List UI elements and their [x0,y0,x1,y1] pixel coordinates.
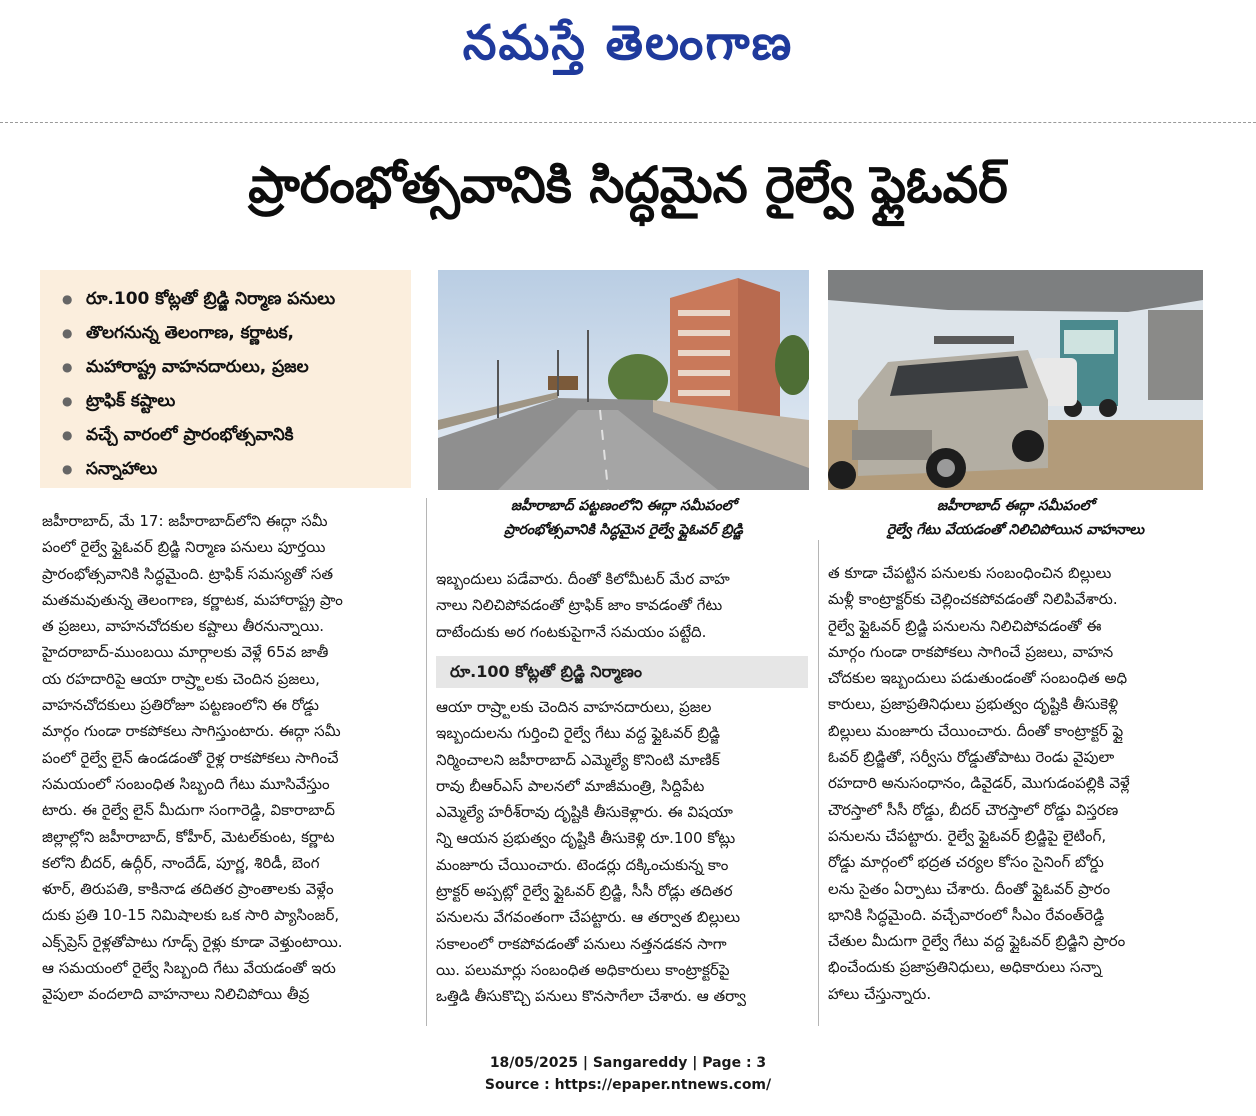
article-line: నిర్మించాలని జహీరాబాద్ ఎమ్మెల్యే కొనింటి మాణిక్ [436,750,720,769]
article-column-2-bottom [436,694,808,1010]
article-line: ఆ సమయంలో రైల్వే సిబ్బంది గేటు వేయడంతో ఇరు [42,959,336,978]
article-line: చోదకుల ఇబ్బందులు పడుతుండంతో సంబంధిత అధి [828,669,1128,688]
article-line: హైదరాబాద్-ముంబయి మార్గాలకు వెళ్లే 65వ జాతీ [42,643,329,662]
article-line: కలోని బీదర్, ఉద్గీర్, నాందేడ్, పూర్ణ, శిరిడీ, బెంగ [42,853,320,872]
article-line: దుకు ప్రతి 10-15 నిమిషాలకు ఒక సారి ప్యాసింజర్, [42,906,340,925]
article-line: ళూర్, తిరుపతి, కాకినాడ తదితర ప్రాంతాలకు వెళ్లేం [42,880,334,899]
article-headline: ప్రారంభోత్సవానికి సిద్ధమైన రైల్వే ఫ్లైఓవర్ [248,156,1008,214]
highlight-item-continued: ● సన్నాహాలు [58,452,403,486]
highlight-item: ● తొలగనున్న తెలంగాణ, కర్ణాటక, [58,316,403,350]
highlight-item: ● వచ్చే వారంలో ప్రారంభోత్సవానికి [58,418,403,452]
article-line: మళ్లీ కాంట్రాక్టర్‌కు చెల్లించకపోవడంతో నిలిపివేశారు. [828,590,1118,609]
article-line: కారులు, ప్రజాప్రతినిధులు ప్రభుత్వం దృష్టికి తీసుకెళ్లి [828,695,1119,714]
article-line: పంలో రైల్వే ఫ్లైఓవర్ బ్రిడ్జి నిర్మాణ పనులు పూర్తయి [42,538,326,557]
article-line: హాలు చేస్తున్నారు. [828,984,932,1003]
article-line: ట్రాక్టర్ అప్పట్లో రైల్వే ఫ్లైఓవర్ బ్రిడ్జి, సీసీ రోడ్లు తదితర [436,882,733,901]
article-line: వాహనచోదకులు ప్రతిరోజూ పట్టణంలోని ఈ రోడ్డు [42,696,319,715]
article-line: పనులను వేగవంతంగా చేపట్టారు. ఆ తర్వాత బిల్లులు [436,908,741,927]
article-line: మార్గం గుండా రాకపోకలు సాగిస్తుంటారు. ఈద్గా సమీ [42,722,341,741]
article-line: నాలు నిలిచిపోవడంతో ట్రాఫిక్ జాం కావడంతో గేటు [436,596,723,615]
page-footer [0,1052,1256,1096]
article-line: మతమవుతున్న తెలంగాణ, కర్ణాటక, మహారాష్ట్ర ప్రాం [42,590,343,609]
article-line: జిల్లాల్లోని జహీరాబాద్, కోహీర్, మెటల్‌కుంట, కర్ణాట [42,827,335,846]
article-line: సమయంలో సంబంధిత సిబ్బంది గేటు మూసివేస్తుం [42,774,330,793]
article-line: ఒత్తిడి తీసుకొచ్చి పనులు కొనసాగేలా చేశారు. ఆ తర్వా [436,987,747,1006]
article-column-1 [42,508,416,1008]
article-line: ఇబ్బందులను గుర్తించి రైల్వే గేటు వద్ద ఫ్లైఓవర్ బ్రిడ్జి [436,724,721,743]
article-line: ఎక్స్‌ప్రెస్ రైళ్లతోపాటు గూడ్స్ రైళ్లు కూడా వెళ్తుంటాయి. [42,932,343,951]
article-line: చౌరస్తాలో సీసీ రోడ్డు, బీదర్ చౌరస్తాలో రోడ్డు విస్తరణ [828,800,1119,819]
article-line: రహదారి అనుసంధానం, డివైడర్, మొగుడంపల్లికి వెళ్లే [828,774,1130,793]
highlight-item-continued: ● మహారాష్ట్ర వాహనదారులు, ప్రజల [58,350,403,384]
highlights-box [40,270,411,488]
flyover-photo-caption [438,494,809,542]
article-column-3 [828,560,1203,1007]
article-line: య రహదారిపై ఆయా రాష్ర్టాలకు చెందిన ప్రజలు, [42,669,320,688]
column-divider [818,540,819,1026]
article-line: బిల్లులు మంజూరు చేయించారు. దీంతో కాంట్రాక్టర్ ఫ్లై [828,721,1124,740]
article-line: ఓవర్ బ్రిడ్జితో, సర్వీసు రోడ్డుతోపాటు రెండు వైపులా [828,748,1115,767]
edition-info: 18/05/2025 | Sangareddy | Page : 3 [489,1055,767,1071]
vehicles-photo [828,270,1203,490]
article-line: సకాలంలో రాకపోవడంతో పనులు నత్తనడకన సాగా [436,934,727,953]
article-line: యి. పలుమార్లు సంబంధిత అధికారులు కాంట్రాక్టర్‌పై [436,960,730,979]
flyover-illustration [438,270,809,490]
article-line: రైల్వే ఫ్లైఓవర్ బ్రిడ్జి పనులను నిలిచిపోవడంతో ఈ [828,616,1102,635]
article-line: న్ని ఆయన ప్రభుత్వం దృష్టికి తీసుకెళ్లి రూ.100 కోట్లు [436,829,736,848]
article-line: ఆయా రాష్ర్టాలకు చెందిన వాహనదారులు, ప్రజల [436,698,712,716]
article-line: జహీరాబాద్, మే 17: జహీరాబాద్‌లోని ఈద్గా సమీ [42,512,328,530]
vehicles-illustration [828,270,1203,490]
article-line: చేతుల మీదుగా రైల్వే గేటు వద్ద ఫ్లైఓవర్ బ్రిడ్జిని ప్రారం [828,932,1126,951]
article-line: రోడ్డు మార్గంలో భద్రత చర్యల కోసం సైనింగ్ బోర్డు [828,853,1104,872]
article-column-2-top [436,566,808,645]
column-divider [426,498,427,1026]
article-line: భించేందుకు ప్రజాప్రతినిధులు, అధికారులు సన్నా [828,958,1102,977]
vehicles-photo-caption [828,494,1203,542]
article-line: ఎమ్మెల్యే హరీశ్‌రావు దృష్టికి తీసుకెళ్లారు. ఈ విషయా [436,803,733,822]
newspaper-masthead: నమస్తే తెలంగాణ [462,15,794,71]
article-line: భానికి సిద్ధమైంది. వచ్చేవారంలో సీఎం రేవంత్‌రెడ్డి [828,905,1105,924]
caption-line: జహీరాబాద్ ఈద్గా సమీపంలో [936,498,1095,514]
article-line: పంలో రైల్వే లైన్ ఉండడంతో రైళ్ల రాకపోకలు సాగించే [42,748,339,767]
article-line: వైపులా వందలాది వాహనాలు నిలిచిపోయి తీవ్ర [42,985,310,1004]
caption-line: రైల్వే గేటు వేయడంతో నిలిచిపోయిన వాహనాలు [886,522,1145,538]
article-line: టారు. ఈ రైల్వే లైన్ మీదుగా సంగారెడ్డి, వికారాబాద్ [42,801,335,820]
article-line: మార్గం గుండా రాకపోకలు సాగించే ప్రజలు, వాహన [828,642,1114,661]
article-line: త ప్రజలు, వాహనచోదకుల కష్టాలు తీరనున్నాయి. [42,617,325,636]
article-line: ప్రారంభోత్సవానికి సిద్ధమైంది. ట్రాఫిక్ సమస్యతో సత [42,564,334,583]
article-subheading: రూ.100 కోట్లతో బ్రిడ్జి నిర్మాణం [436,656,808,688]
article-line: లను సైతం ఏర్పాటు చేశారు. దీంతో ఫ్లైఓవర్ ప్రారం [828,879,1111,898]
article-line: దాటేందుకు అర గంటకుపైగానే సమయం పట్టేది. [436,622,707,641]
highlight-item-continued: ● ట్రాఫిక్ కష్టాలు [58,384,403,418]
article-line: ఇబ్బందులు పడేవారు. దీంతో కిలోమీటర్ మేర వాహ [436,570,730,588]
article-line: మంజూరు చేయించారు. టెండర్లు దక్కించుకున్న కాం [436,855,729,874]
article-line: రావు బీఆర్ఎస్ పాలనలో మాజీమంత్రి, సిద్దిపేట [436,776,705,795]
masthead-divider [0,122,1256,123]
highlight-item: ● రూ.100 కోట్లతో బ్రిడ్జి నిర్మాణ పనులు [58,282,403,316]
caption-line: ప్రారంభోత్సవానికి సిద్ధమైన రైల్వే ఫ్లైఓవర్ బ్రిడ్జి [504,522,743,538]
source-link[interactable]: Source : https://epaper.ntnews.com/ [484,1077,772,1093]
caption-line: జహీరాబాద్ పట్టణంలోని ఈద్గా సమీపంలో [510,498,737,514]
article-line: పనులను చేపట్టారు. రైల్వే ఫ్లైఓవర్ బ్రిడ్జిపై లైటింగ్, [828,826,1107,845]
article-line: త కూడా చేపట్టిన పనులకు సంబంధించిన బిల్లులు [828,564,1112,582]
flyover-photo [438,270,809,490]
